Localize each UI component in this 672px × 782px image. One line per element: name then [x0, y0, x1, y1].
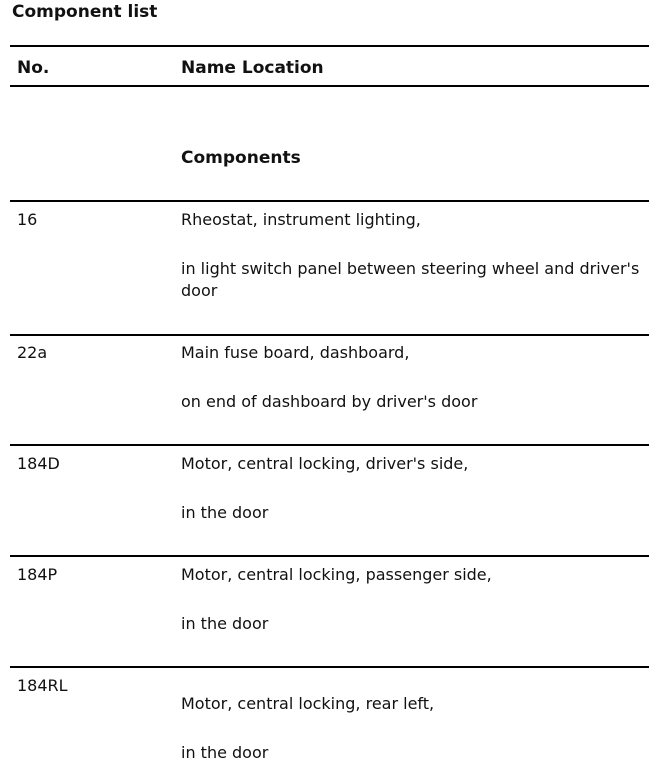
component-number: 22a — [17, 343, 48, 362]
row-divider — [10, 200, 649, 202]
component-name: Rheostat, instrument lighting, — [181, 210, 421, 229]
column-header-name-location: Name Location — [181, 58, 324, 78]
component-name: Motor, central locking, passenger side, — [181, 565, 492, 584]
component-location: in the door — [181, 503, 269, 522]
section-label: Components — [181, 148, 301, 168]
component-number: 16 — [17, 210, 38, 229]
component-location: on end of dashboard by driver's door — [181, 392, 478, 411]
component-location: in light switch panel between steering wheel and driver's door — [181, 259, 640, 300]
component-number: 184D — [17, 454, 60, 473]
row-divider — [10, 666, 649, 668]
row-divider — [10, 444, 649, 446]
component-location: in the door — [181, 614, 269, 633]
component-name: Motor, central locking, rear left, — [181, 694, 435, 713]
component-number: 184RL — [17, 676, 68, 695]
row-divider — [10, 334, 649, 336]
component-name: Motor, central locking, driver's side, — [181, 454, 469, 473]
header-bottom-rule — [10, 85, 649, 87]
component-location: in the door — [181, 743, 269, 762]
table-top-rule — [10, 45, 649, 47]
document-title: Component list — [12, 2, 158, 22]
row-divider — [10, 555, 649, 557]
component-number: 184P — [17, 565, 58, 584]
component-name: Main fuse board, dashboard, — [181, 343, 410, 362]
column-header-no: No. — [17, 58, 50, 78]
